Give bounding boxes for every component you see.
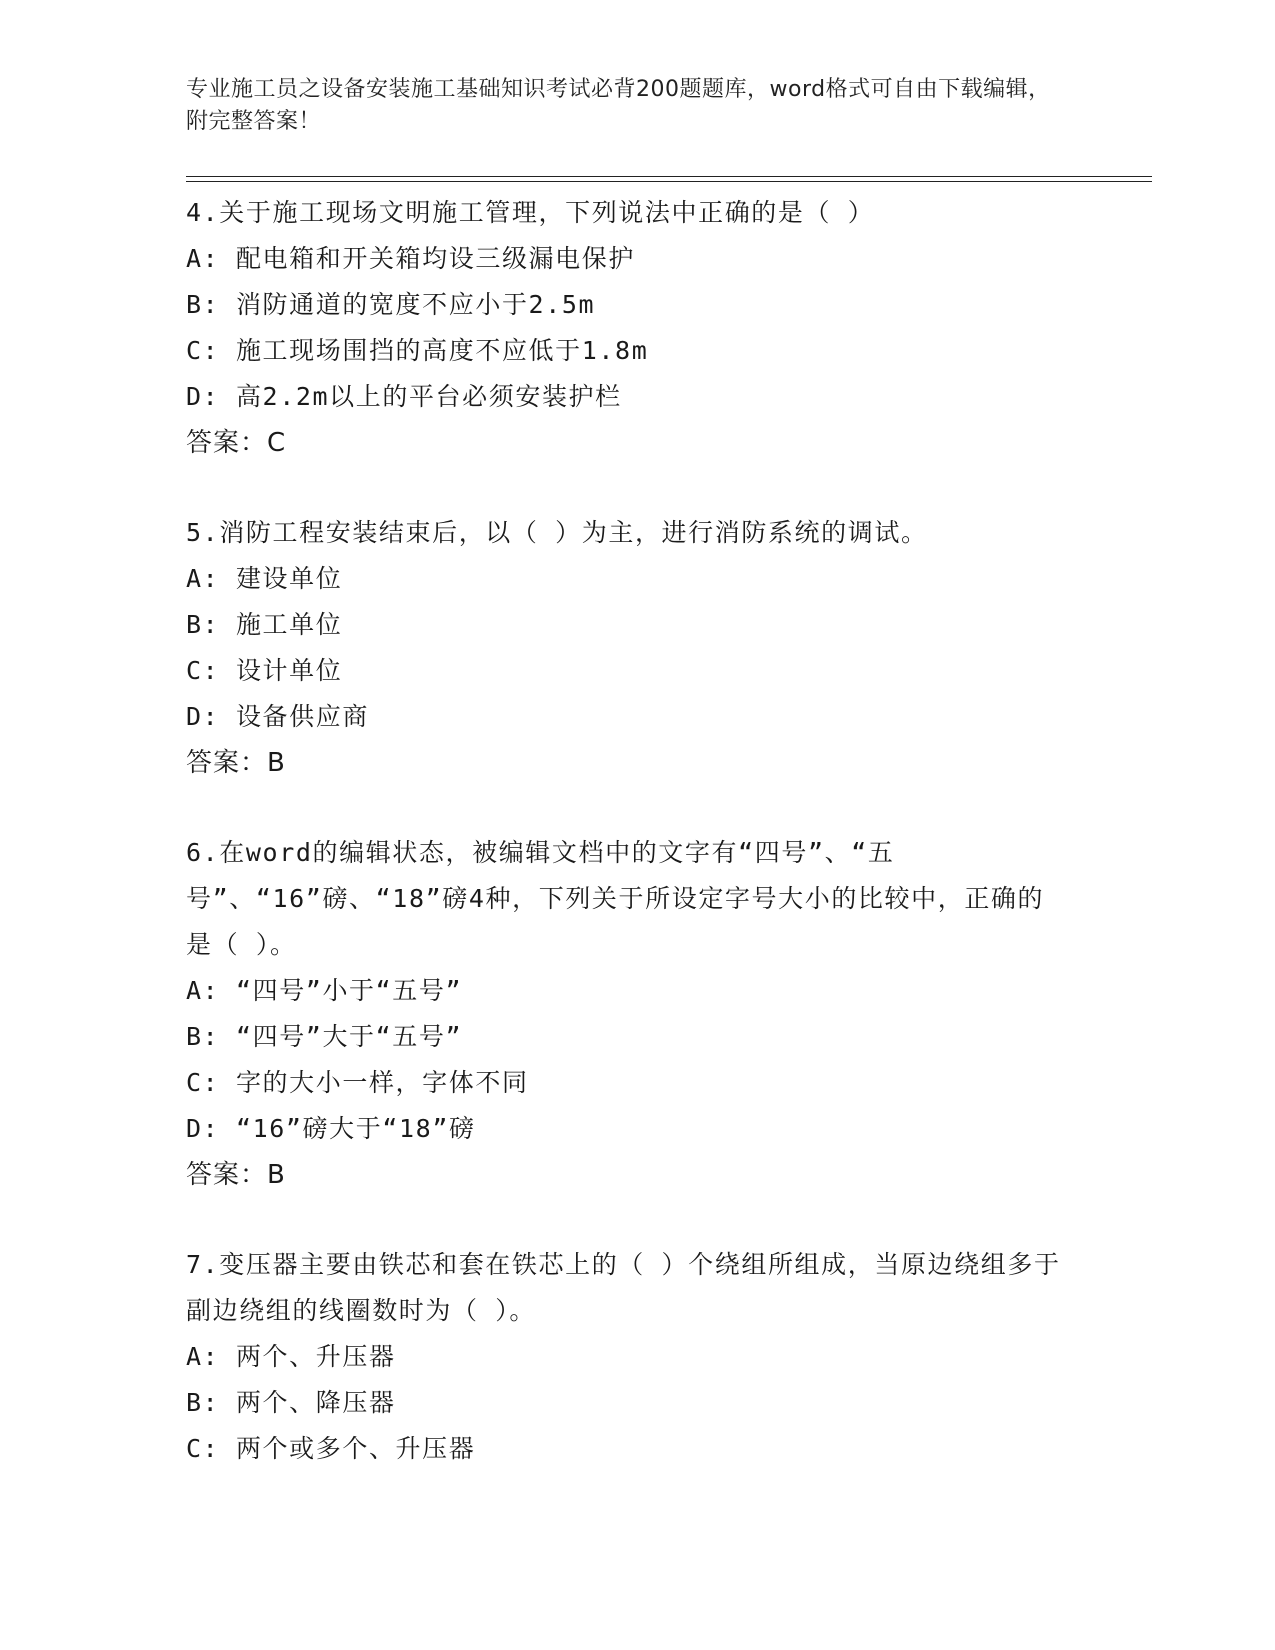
option-b: B: 消防通道的宽度不应小于2.5m — [186, 290, 596, 319]
question-stem: 5.消防工程安装结束后，以（ ）为主，进行消防系统的调试。 — [186, 518, 928, 547]
question-list — [186, 190, 1086, 1472]
question-spacer — [186, 466, 1086, 510]
question-4 — [186, 190, 1086, 466]
question-spacer — [186, 1198, 1086, 1242]
question-5 — [186, 510, 1086, 786]
option-d: D: “16”磅大于“18”磅 — [186, 1114, 476, 1143]
answer-line: 答案：B — [186, 748, 286, 778]
option-a: A: 配电箱和开关箱均设三级漏电保护 — [186, 244, 635, 273]
option-b: B: “四号”大于“五号” — [186, 1022, 463, 1051]
option-c: C: 设计单位 — [186, 656, 343, 685]
question-stem: 6.在word的编辑状态，被编辑文档中的文字有“四号”、“五号”、“16”磅、“18”磅4种，下列关于所设定字号大小的比较中，正确的是（ ）。 — [186, 838, 1045, 959]
answer-line: 答案：B — [186, 1160, 286, 1190]
option-a: A: 建设单位 — [186, 564, 343, 593]
question-stem: 4.关于施工现场文明施工管理，下列说法中正确的是（ ） — [186, 198, 875, 227]
document-header: 专业施工员之设备安装施工基础知识考试必背200题题库，word格式可自由下载编辑，附完整答案！ — [186, 77, 1051, 134]
answer-line: 答案：C — [186, 428, 287, 458]
header-divider-bottom — [186, 181, 1152, 182]
option-a: A: 两个、升压器 — [186, 1342, 396, 1371]
option-d: D: 设备供应商 — [186, 702, 369, 731]
option-a: A: “四号”小于“五号” — [186, 976, 463, 1005]
header-divider-top — [186, 176, 1152, 177]
option-c: C: 施工现场围挡的高度不应低于1.8m — [186, 336, 649, 365]
question-spacer — [186, 786, 1086, 830]
option-b: B: 施工单位 — [186, 610, 343, 639]
question-6 — [186, 830, 1086, 1198]
option-d: D: 高2.2m以上的平台必须安装护栏 — [186, 382, 622, 411]
option-c: C: 两个或多个、升压器 — [186, 1434, 476, 1463]
option-c: C: 字的大小一样，字体不同 — [186, 1068, 529, 1097]
question-stem: 7.变压器主要由铁芯和套在铁芯上的（ ）个绕组所组成，当原边绕组多于副边绕组的线圈数时为（ ）。 — [186, 1250, 1061, 1325]
option-b: B: 两个、降压器 — [186, 1388, 396, 1417]
question-7 — [186, 1242, 1086, 1472]
